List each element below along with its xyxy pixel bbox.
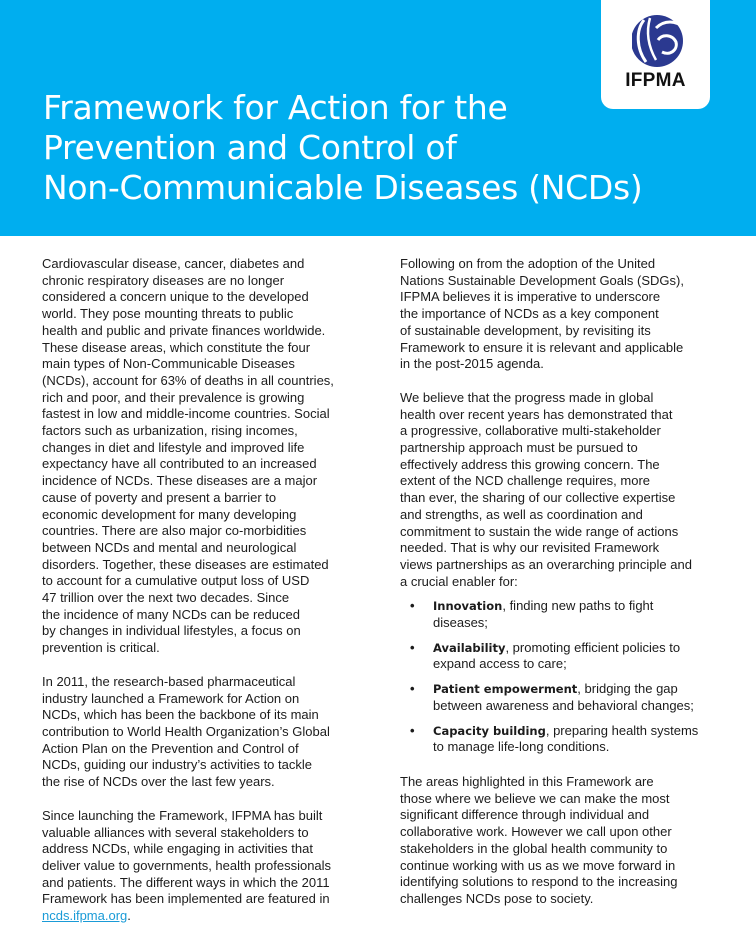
paragraph-2011-framework <box>42 674 362 791</box>
text-line: and strengths, as well as coordination and <box>400 506 643 522</box>
text-line: the importance of NCDs as a key component <box>400 306 659 322</box>
text-line: of sustainable development, by revisiting its <box>400 322 651 338</box>
text-line: deliver value to governments, health professionals <box>42 857 332 873</box>
text-line: Cardiovascular disease, cancer, diabetes and <box>42 256 305 271</box>
text-line: IFPMA believes it is imperative to underscore <box>400 289 661 305</box>
list-item-availability <box>400 640 718 673</box>
text-line: Framework has been implemented are featured in <box>42 891 330 907</box>
text-line: identifying solutions to respond to the increasing <box>400 874 678 890</box>
text-line: disorders. Together, these diseases are estimated <box>42 556 329 572</box>
list-item-innovation <box>400 598 718 631</box>
text-line: Framework to ensure it is relevant and applicable <box>400 339 684 355</box>
text-line: address NCDs, while engaging in activities that <box>42 841 313 857</box>
text-line: collaborative work. However we call upon other <box>400 824 672 840</box>
text-line: a crucial enabler for: <box>400 573 518 589</box>
enablers-list <box>400 598 718 756</box>
bullet-text: expand access to care; <box>433 656 567 672</box>
right-column <box>400 256 718 925</box>
text-line: NCDs, which has been the backbone of its main <box>42 707 319 723</box>
title-line: Framework for Action for the <box>43 88 508 127</box>
text-line: (NCDs), account for 63% of deaths in all countries, <box>42 372 334 388</box>
bullet-text: , finding new paths to fight <box>502 598 654 614</box>
text-line: health over recent years has demonstrated that <box>400 406 673 422</box>
bullet-text: , promoting efficient policies to <box>505 639 681 655</box>
list-item-capacity-building <box>400 723 718 756</box>
bullet-text: , preparing health systems <box>545 722 699 738</box>
text-line: challenges NCDs pose to society. <box>400 890 594 906</box>
text-line: 47 trillion over the next two decades. Since <box>42 590 290 606</box>
text-line: valuable alliances with several stakeholders to <box>42 824 309 840</box>
text-line <box>42 908 362 925</box>
text-line: those where we believe we can make the most <box>400 790 670 806</box>
bullet-text: between awareness and behavioral changes; <box>433 697 694 713</box>
text-line: partnership approach must be pursued to <box>400 440 638 456</box>
left-column <box>42 256 362 942</box>
text-line: significant difference through individual and <box>400 807 650 823</box>
text-line: incidence of NCDs. These diseases are a major <box>42 473 318 489</box>
bullet-icon: • <box>410 639 415 655</box>
bullet-icon: • <box>410 598 415 614</box>
text-line: Nations Sustainable Development Goals (SDGs), <box>400 272 684 288</box>
paragraph-sdgs <box>400 256 718 373</box>
bullet-text: diseases; <box>433 615 488 631</box>
text-line: The areas highlighted in this Framework are <box>400 773 654 789</box>
bullet-icon: • <box>410 681 415 697</box>
text-line: a progressive, collaborative multi-stakeholder <box>400 423 661 439</box>
ncds-website-link[interactable]: ncds.ifpma.org <box>42 908 128 924</box>
text-line: countries. There are also major co-morbidities <box>42 523 307 539</box>
paragraph-areas-highlighted <box>400 774 718 908</box>
text-line: between NCDs and mental and neurological <box>42 539 297 555</box>
text-line: commitment to sustain the wide range of actions <box>400 523 679 539</box>
ifpma-logo <box>601 0 710 109</box>
text-line: the incidence of many NCDs can be reduced <box>42 606 300 622</box>
text-line: the rise of NCDs over the last few years. <box>42 774 275 790</box>
title-line: Prevention and Control of <box>43 128 457 167</box>
text-line: than ever, the sharing of our collective expertise <box>400 490 676 506</box>
text-line: rich and poor, and their prevalence is growing <box>42 389 305 405</box>
text-line: by changes in individual lifestyles, a focus on <box>42 623 301 639</box>
text-line: Following on from the adoption of the United <box>400 256 656 271</box>
bullet-icon: • <box>410 722 415 738</box>
text-line: cause of poverty and present a barrier to <box>42 489 277 505</box>
text-line: NCDs, guiding our industry’s activities to tackle <box>42 757 312 773</box>
text-line: factors such as urbanization, rising incomes, <box>42 423 298 439</box>
ifpma-logo-icon <box>626 14 686 68</box>
text-line: stakeholders in the global health community to <box>400 840 668 856</box>
bullet-term: Patient empowerment <box>433 682 578 697</box>
text-line: health and public and private finances worldwide. <box>42 322 326 338</box>
text-line: contribution to World Health Organization’s Global <box>42 723 330 739</box>
text-line: fastest in low and middle-income countries. Social <box>42 406 330 422</box>
text-line: considered a concern unique to the developed <box>42 289 309 305</box>
text-line: extent of the NCD challenge requires, more <box>400 473 651 489</box>
bullet-term: Availability <box>433 640 506 655</box>
text-line: world. They pose mounting threats to public <box>42 306 294 322</box>
page-title <box>43 88 703 208</box>
text-line: to account for a cumulative output loss of USD <box>42 573 310 589</box>
text-line: expectancy have all contributed to an increased <box>42 456 317 472</box>
text-line: Action Plan on the Prevention and Control of <box>42 740 299 756</box>
bullet-text: to manage life-long conditions. <box>433 739 610 755</box>
text-line: prevention is critical. <box>42 640 160 656</box>
text-line: in the post-2015 agenda. <box>400 356 544 372</box>
text-line: chronic respiratory diseases are no longer <box>42 272 285 288</box>
text-line: We believe that the progress made in global <box>400 389 654 405</box>
header-banner <box>0 0 756 236</box>
text-line: continue working with us as we move forward in <box>400 857 676 873</box>
text-line: and patients. The different ways in which the 2011 <box>42 874 330 890</box>
bullet-term: Innovation <box>433 599 503 614</box>
bullet-text: , bridging the gap <box>577 681 678 697</box>
text-line: Since launching the Framework, IFPMA has built <box>42 807 323 823</box>
paragraph-since-launching <box>42 808 362 925</box>
text-line: In 2011, the research-based pharmaceutical <box>42 673 296 689</box>
text-line: These disease areas, which constitute the four <box>42 339 311 355</box>
text-line: views partnerships as an overarching principle and <box>400 556 692 572</box>
logo-text: IFPMA <box>625 70 686 91</box>
list-item-patient-empowerment <box>400 681 718 714</box>
text-line: economic development for many developing <box>42 506 297 522</box>
text-line: industry launched a Framework for Action on <box>42 690 300 706</box>
bullet-term: Capacity building <box>433 723 546 738</box>
text-punctuation: . <box>127 908 131 924</box>
paragraph-partnerships <box>400 390 718 590</box>
paragraph-intro <box>42 256 362 657</box>
title-line: Non-Communicable Diseases (NCDs) <box>43 168 643 207</box>
text-line: effectively address this growing concern. The <box>400 456 660 472</box>
text-line: needed. That is why our revisited Framework <box>400 540 660 556</box>
text-line: main types of Non-Communicable Diseases <box>42 356 295 372</box>
text-line: changes in diet and lifestyle and improved life <box>42 439 305 455</box>
